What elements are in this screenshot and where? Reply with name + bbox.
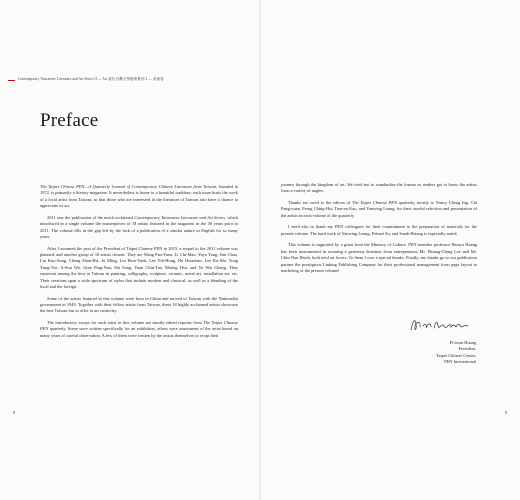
paragraph: The Taipei Chinese PEN—A Quarterly Journal of Contemporary Chinese Literature from Taiwan, founded in 1972, is primarily a literary magazine. It nevertheless is home to a beautiful tradition: each issue hosts the work of a local artist from Taiwan, so that those who are interested in the literature of Taiwan also have a chance to appreciate its art. [40, 184, 238, 209]
signer-role: President, [458, 346, 476, 352]
paragraph: 2011 saw the publication of the much acclaimed Contemporary Taiwanese Literature and Art Series, which introduced in a single volume the masterpieces of 18 artists featured in the magazine in the 30 years prior to 2011. The volume fills in the gap left by the lack of a publication of a similar nature in English for so many years. [40, 214, 238, 240]
paragraph: This volume is supported by a grant from the Ministry of Culture. PEN member professor Hsinya Huang has been instrumental in securing a generous donation from entrepreneurs Mr. Hsiang-Ching Lee and Mr. Chiu-Nan Hsieh, both avid art lovers. To them I owe a special thanks. Finally, my thanks go to our publication partner the prestigious Linking Publishing Company for their professional management from page layout to marketing of the present volume! [281, 242, 477, 274]
signature-block [436, 340, 476, 366]
accent-rule [8, 80, 15, 81]
left-column [40, 184, 238, 344]
signer-org-2: PEN International [444, 359, 476, 365]
right-column [281, 182, 477, 280]
handwritten-signature [405, 314, 475, 336]
paragraph: Thanks are owed to the editors of The Taipei Chinese PEN quarterly, mostly to Nancy Cheng Ing, Chi Pang-yuan, Perng Ching-Hsi, Tien-en Kao, and Yanwing Leung, for their careful selection and presentation of the artists in each volume of the quarterly. [281, 200, 478, 218]
page-number-left: 8 [13, 410, 16, 415]
paragraph: journey through the kingdom of art. We tried not to standardize the format so readers get to know the artists from a variety of angles. [281, 182, 477, 194]
gutter-shadow [259, 0, 261, 500]
paragraph: Some of the artists featured in this volume were born in China and moved to Taiwan with the Nationalist government in 1949. Together with their fellow artists from Taiwan, these 18 highly acclaimed artists showcase the best Taiwan has to offer in art creativity. [40, 295, 238, 314]
signer-org: Taipei Chinese Center, [436, 352, 476, 358]
paragraph: I need also to thank my PEN colleagues for their commitment to the preparation of materials for the present volume. The hard work of Yanwing Leung, Peimei Su, and Sarah Hsiang is especially noted. [281, 224, 477, 236]
paragraph: The introductory essays for each artist in this volume are mostly edited reprints from The Taipei Chinese PEN quarterly. Some were written specifically for an exhibition, others were assessment of the artist based on many years of careful observation. A few of them were written by the artists themselves to recap their [40, 320, 238, 338]
signer-name: Pi-twan Huang [449, 340, 476, 345]
page-number-right: 9 [504, 410, 507, 415]
running-head: Contemporary Taiwanese Literature and Art Series II — Art 當代台灣文學藝術系列 2 — 美術卷 [18, 77, 164, 81]
page-title: Preface [40, 110, 99, 131]
paragraph: After I assumed the post of the President of Taipei Chinese PEN in 2015, a sequel to the 2011 volume was planned, and another group of 18 artists chosen. They are Wang Pan-Yuen, Li Chi-Mao, Yayu Yang, Sun Chao, Liu Kuo-Sung, Cheng Shan-Hsi, Ju Ming, Lin Hsin-Yueh, Lee Yih-Hong, Hu Hsiaohao, Lee Ku-Mo, Yong Yung-Tze, A-Sun Wu, Syue Ping-Nan, Shi Song, Yuan Chin-Taa, Meiing Hsu, and Yu Wei Cheng. They represent among the best in Taiwan in painting, calligraphy, sculpture, ceramic, metal art, installation art, etc. Their creations span a wide spectrum of styles that include modern and classical, as well as a blending of the local and the foreign. [40, 245, 238, 290]
